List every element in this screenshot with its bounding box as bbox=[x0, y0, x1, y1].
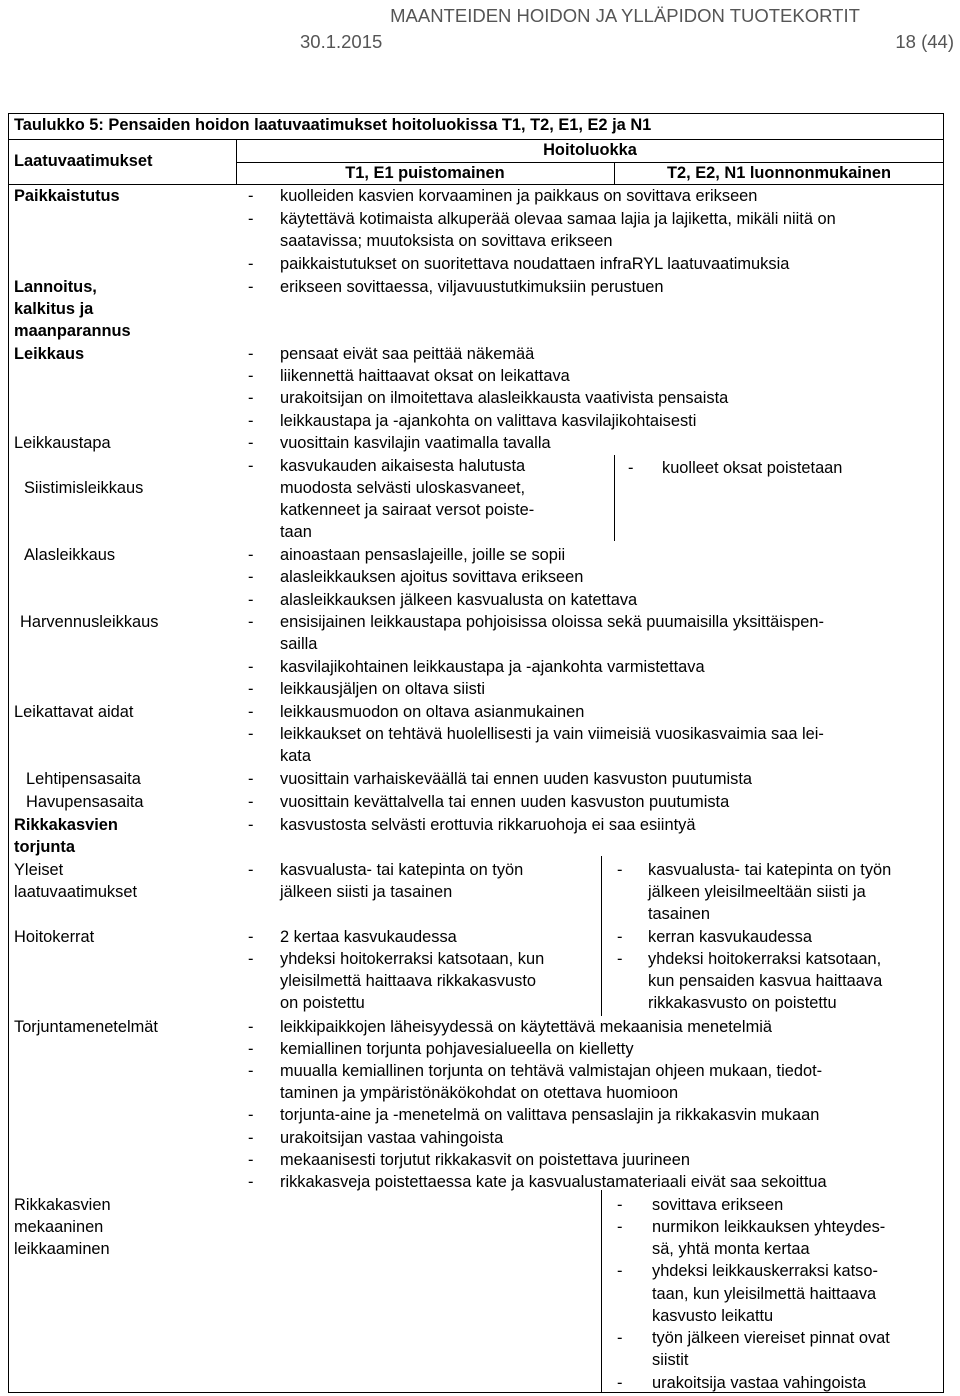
list-item: yhdeksi hoitokerraksi katsotaan, kun bbox=[280, 950, 545, 968]
bullet-dash: - bbox=[628, 459, 634, 477]
col-header-class: Hoitoluokka bbox=[543, 141, 637, 159]
bullet-dash: - bbox=[248, 1040, 254, 1058]
list-item: kemiallinen torjunta pohjavesialueella on kielletty bbox=[280, 1040, 634, 1058]
label-leikkaus: Leikkaus bbox=[14, 345, 85, 363]
list-item: urakoitsijan vastaa vahingoista bbox=[280, 1129, 504, 1147]
list-item: kun pensaiden kasvua haittaava bbox=[648, 972, 883, 990]
list-item: rikkakasvusto on poistettu bbox=[648, 994, 837, 1012]
bullet-dash: - bbox=[248, 434, 254, 452]
list-item: työn jälkeen viereiset pinnat ovat bbox=[652, 1329, 890, 1347]
col-header-t1: T1, E1 puistomainen bbox=[345, 164, 505, 182]
bullet-dash: - bbox=[248, 950, 254, 968]
list-item: yleisilmettä haittaava rikkakasvusto bbox=[280, 972, 536, 990]
table-rule bbox=[601, 1190, 602, 1393]
table-rule bbox=[601, 856, 602, 1016]
list-item: sailla bbox=[280, 635, 318, 653]
list-item: siistit bbox=[652, 1351, 689, 1369]
bullet-dash: - bbox=[248, 793, 254, 811]
label-hoitokerrat: Hoitokerrat bbox=[14, 928, 95, 946]
document-date: 30.1.2015 bbox=[300, 31, 383, 52]
list-item: kasvilajikohtainen leikkaustapa ja -ajankohta varmistettava bbox=[280, 658, 705, 676]
label-lehtipensasaita: Lehtipensasaita bbox=[26, 770, 141, 788]
bullet-dash: - bbox=[248, 680, 254, 698]
bullet-dash: - bbox=[248, 613, 254, 631]
list-item: vuosittain varhaiskeväällä tai ennen uuden kasvuston puutumista bbox=[280, 770, 752, 788]
bullet-dash: - bbox=[617, 928, 623, 946]
list-item: taminen ja ympäristönäkökohdat on otettava huomioon bbox=[280, 1084, 679, 1102]
col-header-requirements: Laatuvaatimukset bbox=[14, 152, 153, 170]
list-item: urakoitsijan on ilmoitettava alasleikkausta vaativista pensaista bbox=[280, 389, 729, 407]
label-leikkaustapa: Leikkaustapa bbox=[14, 434, 111, 452]
list-item: jälkeen yleisilmeeltään siisti ja bbox=[648, 883, 866, 901]
list-item: muualla kemiallinen torjunta on tehtävä valmistajan ohjeen mukaan, tiedot- bbox=[280, 1062, 823, 1080]
list-item: on poistettu bbox=[280, 994, 365, 1012]
document-title: MAANTEIDEN HOIDON JA YLLÄPIDON TUOTEKORTIT bbox=[390, 5, 860, 26]
bullet-dash: - bbox=[617, 1218, 623, 1236]
bullet-dash: - bbox=[248, 210, 254, 228]
list-item: kata bbox=[280, 747, 311, 765]
label-torjuntamenetelmat: Torjuntamenetelmät bbox=[14, 1018, 158, 1036]
list-item: kuolleiden kasvien korvaaminen ja paikkaus on sovittava erikseen bbox=[280, 187, 758, 205]
list-item: leikkipaikkojen läheisyydessä on käytettävä mekaanisia menetelmiä bbox=[280, 1018, 772, 1036]
bullet-dash: - bbox=[248, 591, 254, 609]
label-lannoitus: Lannoitus, bbox=[14, 278, 97, 296]
list-item: tasainen bbox=[648, 905, 710, 923]
list-item: kasvualusta- tai katepinta on työn bbox=[280, 861, 524, 879]
list-item: jälkeen siisti ja tasainen bbox=[280, 883, 453, 901]
label-harvennusleikkaus: Harvennusleikkaus bbox=[20, 613, 159, 631]
label-mekaaninen-leikkaaminen: Rikkakasvien bbox=[14, 1196, 111, 1214]
list-item: kasvustosta selvästi erottuvia rikkaruohoja ei saa esiintyä bbox=[280, 816, 696, 834]
bullet-dash: - bbox=[248, 1173, 254, 1191]
list-item: mekaanisesti torjutut rikkakasvit on poistettava juurineen bbox=[280, 1151, 690, 1169]
label-lannoitus: kalkitus ja bbox=[14, 300, 94, 318]
label-yleiset-laatuvaatimukset: Yleiset bbox=[14, 861, 64, 879]
list-item: taan bbox=[280, 523, 312, 541]
bullet-dash: - bbox=[248, 1062, 254, 1080]
bullet-dash: - bbox=[617, 1374, 623, 1392]
list-item: kerran kasvukaudessa bbox=[648, 928, 812, 946]
list-item: paikkaistutukset on suoritettava noudattaen infraRYL laatuvaatimuksia bbox=[280, 255, 790, 273]
list-item: saatavissa; muutoksista on sovittava erikseen bbox=[280, 232, 613, 250]
list-item: kuolleet oksat poistetaan bbox=[662, 459, 843, 477]
bullet-dash: - bbox=[248, 367, 254, 385]
list-item: muodosta selvästi uloskasvaneet, bbox=[280, 479, 526, 497]
bullet-dash: - bbox=[248, 1106, 254, 1124]
list-item: kasvualusta- tai katepinta on työn bbox=[648, 861, 892, 879]
list-item: nurmikon leikkauksen yhteydes- bbox=[652, 1218, 886, 1236]
bullet-dash: - bbox=[248, 658, 254, 676]
label-rikkakasvien-torjunta: Rikkakasvien bbox=[14, 816, 118, 834]
label-yleiset-laatuvaatimukset: laatuvaatimukset bbox=[14, 883, 137, 901]
bullet-dash: - bbox=[617, 861, 623, 879]
list-item: 2 kertaa kasvukaudessa bbox=[280, 928, 457, 946]
list-item: urakoitsija vastaa vahingoista bbox=[652, 1374, 867, 1392]
label-siistimisleikkaus: Siistimisleikkaus bbox=[24, 479, 144, 497]
list-item: leikkaustapa ja -ajankohta on valittava kasvilajikohtaisesti bbox=[280, 412, 697, 430]
requirements-table bbox=[8, 113, 944, 1393]
table-caption: Taulukko 5: Pensaiden hoidon laatuvaatimukset hoitoluokissa T1, T2, E1, E2 ja N1 bbox=[14, 116, 652, 134]
bullet-dash: - bbox=[248, 278, 254, 296]
bullet-dash: - bbox=[248, 770, 254, 788]
bullet-dash: - bbox=[617, 1262, 623, 1280]
label-havupensasaita: Havupensasaita bbox=[26, 793, 144, 811]
bullet-dash: - bbox=[248, 1129, 254, 1147]
list-item: leikkaukset on tehtävä huolellisesti ja vain viimeisiä vuosikasvaimia saa lei- bbox=[280, 725, 824, 743]
bullet-dash: - bbox=[248, 345, 254, 363]
bullet-dash: - bbox=[248, 928, 254, 946]
label-lannoitus: maanparannus bbox=[14, 322, 131, 340]
label-alasleikkaus: Alasleikkaus bbox=[24, 546, 116, 564]
bullet-dash: - bbox=[248, 725, 254, 743]
list-item: pensaat eivät saa peittää näkemää bbox=[280, 345, 535, 363]
col-header-t2: T2, E2, N1 luonnonmukainen bbox=[666, 164, 892, 182]
bullet-dash: - bbox=[617, 1196, 623, 1214]
list-item: alasleikkauksen jälkeen kasvualusta on katettava bbox=[280, 591, 638, 609]
list-item: katkenneet ja sairaat versot poiste- bbox=[280, 501, 535, 519]
bullet-dash: - bbox=[248, 1018, 254, 1036]
label-rikkakasvien-torjunta: torjunta bbox=[14, 838, 76, 856]
list-item: rikkakasveja poistettaessa kate ja kasvualustamateriaali eivät saa sekoittua bbox=[280, 1173, 827, 1191]
bullet-dash: - bbox=[617, 950, 623, 968]
list-item: kasvusto leikattu bbox=[652, 1307, 774, 1325]
bullet-dash: - bbox=[248, 187, 254, 205]
list-item: sovittava erikseen bbox=[652, 1196, 784, 1214]
list-item: sä, yhtä monta kertaa bbox=[652, 1240, 810, 1258]
list-item: vuosittain kevättalvella tai ennen uuden kasvuston puutumista bbox=[280, 793, 730, 811]
label-leikattavat-aidat: Leikattavat aidat bbox=[14, 703, 134, 721]
label-mekaaninen-leikkaaminen: leikkaaminen bbox=[14, 1240, 110, 1258]
list-item: erikseen sovittaessa, viljavuustutkimuksiin perustuen bbox=[280, 278, 664, 296]
list-item: yhdeksi hoitokerraksi katsotaan, bbox=[648, 950, 882, 968]
label-paikkaistutus: Paikkaistutus bbox=[14, 187, 120, 205]
list-item: ainoastaan pensaslajeille, joille se sopii bbox=[280, 546, 566, 564]
bullet-dash: - bbox=[248, 412, 254, 430]
bullet-dash: - bbox=[248, 546, 254, 564]
bullet-dash: - bbox=[248, 861, 254, 879]
bullet-dash: - bbox=[248, 389, 254, 407]
table-rule bbox=[614, 455, 615, 541]
bullet-dash: - bbox=[248, 457, 254, 475]
bullet-dash: - bbox=[617, 1329, 623, 1347]
list-item: liikennettä haittaavat oksat on leikattava bbox=[280, 367, 570, 385]
list-item: kasvukauden aikaisesta halutusta bbox=[280, 457, 526, 475]
list-item: leikkausmuodon on oltava asianmukainen bbox=[280, 703, 585, 721]
list-item: yhdeksi leikkauskerraksi katso- bbox=[652, 1262, 878, 1280]
list-item: käytettävä kotimaista alkuperää olevaa samaa lajia ja lajiketta, mikäli niitä on bbox=[280, 210, 836, 228]
bullet-dash: - bbox=[248, 568, 254, 586]
bullet-dash: - bbox=[248, 1151, 254, 1169]
label-mekaaninen-leikkaaminen: mekaaninen bbox=[14, 1218, 104, 1236]
bullet-dash: - bbox=[248, 255, 254, 273]
list-item: taan, kun yleisilmettä haittaava bbox=[652, 1285, 877, 1303]
page-number: 18 (44) bbox=[895, 31, 954, 52]
bullet-dash: - bbox=[248, 816, 254, 834]
list-item: ensisijainen leikkaustapa pohjoisissa oloissa sekä puumaisilla yksittäispen- bbox=[280, 613, 824, 631]
bullet-dash: - bbox=[248, 703, 254, 721]
list-item: vuosittain kasvilajin vaatimalla tavalla bbox=[280, 434, 551, 452]
list-item: torjunta-aine ja -menetelmä on valittava pensaslajin ja rikkakasvin mukaan bbox=[280, 1106, 820, 1124]
list-item: alasleikkauksen ajoitus sovittava erikseen bbox=[280, 568, 584, 586]
list-item: leikkausjäljen on oltava siisti bbox=[280, 680, 485, 698]
